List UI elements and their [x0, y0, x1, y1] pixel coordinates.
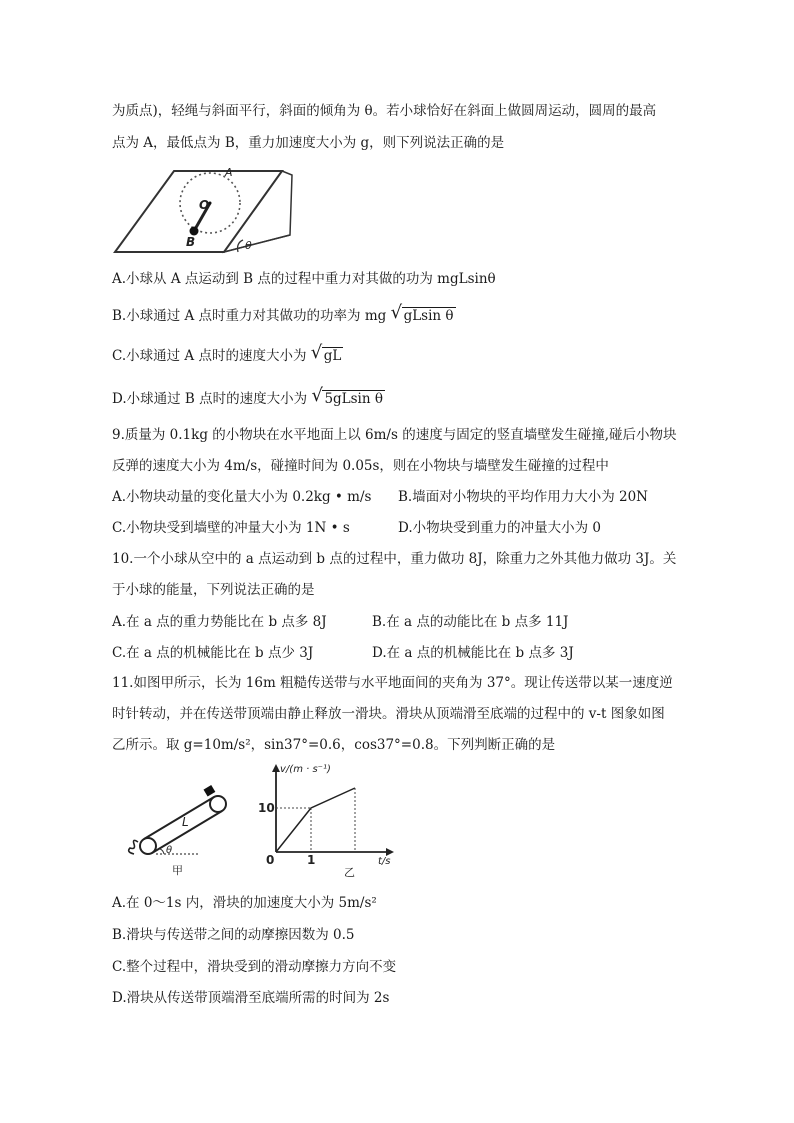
q11-option-b: B.滑块与传送带之间的动摩擦因数为 0.5	[112, 927, 355, 943]
q11-caption-jia: 甲	[172, 864, 183, 877]
q8-option-d-radicand: 5gLsin θ	[324, 391, 383, 407]
q8-option-c-radicand: gL	[323, 348, 342, 364]
q8-label-theta: θ	[245, 239, 252, 252]
q11-chart-xlabel: t/s	[378, 856, 391, 867]
q9-stem-line2: 反弹的速度大小为 4m/s，碰撞时间为 0.05s，则在小物块与墙壁发生碰撞的过程中	[112, 458, 609, 474]
q10-stem-line1: 10.一个小球从空中的 a 点运动到 b 点的过程中，重力做功 8J，除重力之外其他力做功 3J。关	[112, 551, 677, 567]
q11-label-L: L	[182, 815, 189, 829]
q9-option-a: A.小物块动量的变化量大小为 0.2kg • m/s	[112, 489, 372, 505]
q11-option-c: C.整个过程中，滑块受到的滑动摩擦力方向不变	[112, 959, 397, 975]
q10-option-d: D.在 a 点的机械能比在 b 点多 3J	[372, 645, 574, 661]
q11-stem-line2: 时针转动，并在传送带顶端由静止释放一滑块。滑块从顶端滑至底端的过程中的 v-t 图象如图	[112, 706, 665, 722]
q10-option-a: A.在 a 点的重力势能比在 b 点多 8J	[112, 614, 327, 630]
q11-chart-origin: 0	[266, 853, 275, 867]
q8-label-A: A	[225, 166, 233, 179]
sqrt-symbol: √ gL	[310, 342, 342, 364]
q11-caption-yi: 乙	[344, 866, 355, 879]
q9-option-c: C.小物块受到墙壁的冲量大小为 1N • s	[112, 520, 350, 536]
q9-option-d: D.小物块受到重力的冲量大小为 0	[398, 520, 602, 536]
q8-label-O: O	[199, 198, 210, 212]
q9-option-b: B.墙面对小物块的平均作用力大小为 20N	[398, 489, 648, 505]
q8-option-d	[112, 385, 385, 409]
q8-stem-line2: 点为 A，最低点为 B，重力加速度大小为 g，则下列说法正确的是	[112, 135, 505, 151]
q8-option-c	[112, 342, 343, 366]
q8-incline-figure	[112, 163, 312, 259]
q10-option-c: C.在 a 点的机械能比在 b 点少 3J	[112, 645, 314, 661]
q8-option-b-text: B.小球通过 A 点时重力对其做功的功率为 mg	[112, 308, 387, 324]
q8-option-b	[112, 302, 456, 326]
q11-chart-xtick-1: 1	[307, 853, 316, 867]
q8-option-a: A.小球从 A 点运动到 B 点的过程中重力对其做的功为 mgLsinθ	[112, 271, 496, 287]
q11-option-d: D.滑块从传送带顶端滑至底端所需的时间为 2s	[112, 990, 390, 1006]
q8-option-c-text: C.小球通过 A 点时的速度大小为	[112, 348, 307, 364]
q10-stem-line2: 于小球的能量，下列说法正确的是	[112, 582, 315, 598]
q8-label-B: B	[186, 235, 196, 249]
q11-chart-ytick-10: 10	[258, 801, 275, 815]
q11-conveyor-figure	[112, 780, 242, 880]
sqrt-symbol: √ gLsin θ	[390, 302, 454, 324]
q9-stem-line1: 9.质量为 0.1kg 的小物块在水平地面上以 6m/s 的速度与固定的竖直墙壁发生碰撞,碰后小物块	[112, 427, 677, 443]
q8-stem-line1: 为质点)，轻绳与斜面平行，斜面的倾角为 θ。若小球恰好在斜面上做圆周运动，圆周的最高	[112, 103, 657, 119]
q11-chart-ylabel: v/(m · s⁻¹)	[280, 764, 331, 775]
q8-option-d-text: D.小球通过 B 点时的速度大小为	[112, 391, 308, 407]
q8-option-b-radicand: gLsin θ	[403, 308, 454, 324]
q10-option-b: B.在 a 点的动能比在 b 点多 11J	[372, 614, 569, 630]
sqrt-symbol: √ 5gLsin θ	[311, 385, 383, 407]
q11-stem-line3: 乙所示。取 g=10m/s²，sin37°=0.6，cos37°=0.8。下列判断正确的是	[112, 737, 556, 753]
q11-vt-chart	[252, 760, 402, 880]
q11-stem-line1: 11.如图甲所示，长为 16m 粗糙传送带与水平地面间的夹角为 37°。现让传送带以某一速度逆	[112, 675, 673, 691]
q11-label-theta: θ	[166, 845, 173, 856]
q11-option-a: A.在 0～1s 内，滑块的加速度大小为 5m/s²	[112, 895, 377, 911]
